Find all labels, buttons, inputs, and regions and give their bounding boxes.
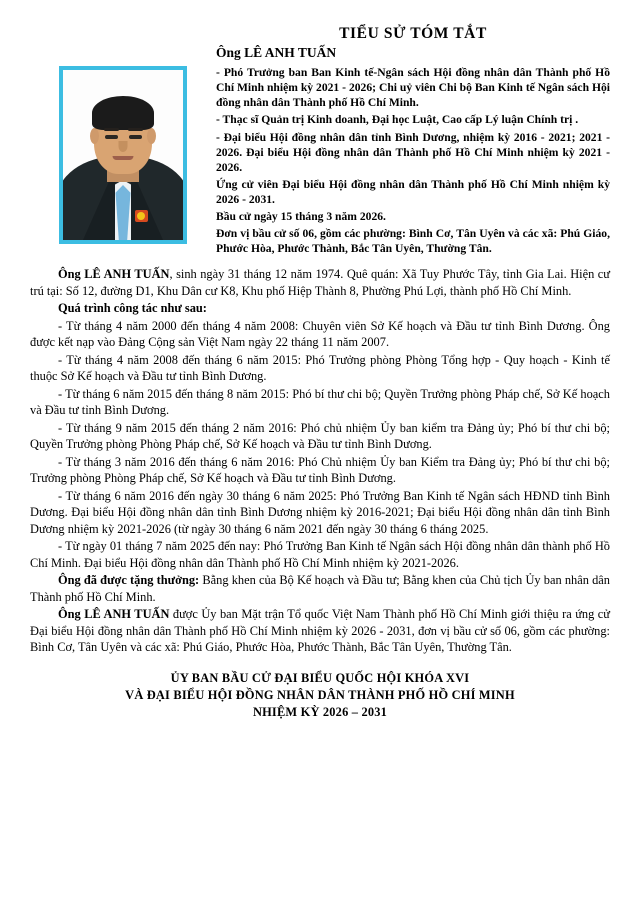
ear-right	[147, 128, 156, 144]
career-heading	[30, 300, 610, 317]
eyebrow-left	[104, 128, 119, 131]
summary-bullet: - Đại biểu Hội đồng nhân dân tỉnh Bình Dương, nhiệm kỳ 2016 - 2021; 2021 - 2026. Đại biểu Hội đồng nhân dân Thành phố Hồ Chí Minh nhiệm kỳ 2021 - 2026.	[216, 130, 610, 174]
footer-line-1: ỦY BAN BẦU CỬ ĐẠI BIỂU QUỐC HỘI KHÓA XVI	[170, 670, 470, 685]
summary-bullet: Đơn vị bầu cử số 06, gồm các phường: Bình Cơ, Tân Uyên và các xã: Phú Giáo, Phước Hòa, Phước Thành, Bắc Tân Uyên, Thường Tân.	[216, 226, 610, 255]
career-item: - Từ tháng 3 năm 2016 đến tháng 6 năm 2016: Phó Chủ nhiệm Ủy ban Kiểm tra Đảng ủy; Phó bí thư chi bộ; Trưởng phòng Phòng Pháp chế, Sở Kế hoạch và Đầu tư tỉnh Bình Dương.	[30, 454, 610, 485]
ear-left	[90, 128, 99, 144]
eyebrow-right	[128, 128, 143, 131]
summary-column	[216, 24, 610, 256]
summary-bullet: Bầu cử ngày 15 tháng 3 năm 2026.	[216, 209, 386, 223]
photo-column	[30, 24, 216, 244]
header-block	[30, 24, 610, 256]
nomination-details: được Ủy ban Mặt trận Tổ quốc Việt Nam Thành phố Hồ Chí Minh giới thiệu ra ứng cử Đại biểu Hội đồng nhân dân Thành phố Hồ Chí Minh nhiệm kỳ 2026 - 2031, đơn vị bầu cử số 06, gồm các phường: Bình Cơ, Tân Uyên và các xã: Phú Giáo, Phước Hòa, Phước Thành, Bắc Tân Uyên, Thường Tân.	[30, 607, 611, 654]
career-item: - Từ tháng 6 năm 2015 đến tháng 8 năm 2015: Phó bí thư chi bộ; Quyền Trưởng phòng Pháp chế, Sở Kế hoạch và Đầu tư tỉnh Bình Dương.	[30, 386, 610, 417]
career-item: - Từ ngày 01 tháng 7 năm 2025 đến nay: Phó Trưởng Ban Kinh tế Ngân sách Hội đồng nhân dân thành phố Hồ Chí Minh. Đại biểu Hội đồng nhân dân Thành phố Hồ Chí Minh nhiệm kỳ 2021-2026.	[30, 539, 610, 570]
person-name-heading: Ông LÊ ANH TUẤN	[216, 45, 337, 61]
portrait-photo	[63, 70, 183, 240]
summary-bullet: - Phó Trưởng ban Ban Kinh tế-Ngân sách Hội đồng nhân dân Thành phố Hồ Chí Minh nhiệm kỳ 2021 - 2026; Chi uỷ viên Chi bộ Ban Kinh tế Ngân sách Hội đồng nhân dân Thành phố Hồ Chí Minh.	[216, 66, 610, 110]
career-item: - Từ tháng 9 năm 2015 đến tháng 2 năm 2016: Phó chủ nhiệm Ủy ban kiểm tra Đảng ủy; Phó bí thư chi bộ; Quyền Trưởng phòng Phòng Pháp chế, Sở Kế hoạch và Đầu tư tỉnh Bình Dương.	[30, 420, 610, 451]
summary-bullet: - Thạc sĩ Quản trị Kinh doanh, Đại học Luật, Cao cấp Lý luận Chính trị .	[216, 113, 579, 127]
biography-body	[30, 266, 610, 656]
mouth-shape	[113, 156, 134, 160]
career-heading-label: Quá trình công tác như sau:	[58, 301, 207, 315]
footer-block	[30, 670, 610, 721]
career-item: - Từ tháng 4 năm 2000 đến tháng 4 năm 2008: Chuyên viên Sở Kế hoạch và Đầu tư tỉnh Bình Dương. Ông được kết nạp vào Đảng Cộng sản Việt Nam ngày 22 tháng 11 năm 2007.	[30, 318, 610, 349]
summary-bullet: Ứng cử viên Đại biểu Hội đồng nhân dân Thành phố Hồ Chí Minh nhiệm kỳ 2026 - 2031.	[216, 177, 610, 206]
nose-shape	[119, 141, 128, 152]
lapel-badge-icon	[135, 210, 148, 222]
career-item: - Từ tháng 4 năm 2008 đến tháng 6 năm 2015: Phó Trưởng phòng Phòng Tổng hợp - Quy hoạch - Kinh tế thuộc Sở Kế hoạch và Đầu tư tỉnh Bình Dương.	[30, 352, 610, 383]
career-item: - Từ tháng 6 năm 2016 đến ngày 30 tháng 6 năm 2025: Phó Trưởng Ban Kinh tế Ngân sách HĐND tỉnh Bình Dương. Đại biểu Hội đồng nhân dân tỉnh Bình Dương nhiệm kỳ 2016-2021; Đại biểu Hội đồng nhân dân tỉnh Bình Dương nhiệm kỳ 2021-2026 (từ ngày 30 tháng 6 năm 2021 đến ngày 30 tháng 6 tháng 2025.	[30, 488, 610, 536]
footer-line-3: NHIỆM KỲ 2026 – 2031	[252, 704, 388, 719]
page-title: TIỂU SỬ TÓM TẮT	[339, 25, 487, 42]
footer-line-2: VÀ ĐẠI BIỂU HỘI ĐỒNG NHÂN DÂN THÀNH PHỐ HỒ CHÍ MINH	[125, 687, 515, 702]
awards-details: Bằng khen của Bộ Kế hoạch và Đầu tư; Bằng khen của Chủ tịch Ủy ban nhân dân Thành phố Hồ Chí Minh.	[30, 573, 610, 604]
eye-left	[105, 135, 118, 139]
intro-paragraph	[30, 266, 610, 299]
eye-right	[129, 135, 142, 139]
nomination-name: Ông LÊ ANH TUẤN	[58, 607, 170, 621]
nomination-paragraph	[30, 606, 610, 656]
hair-shape	[92, 96, 154, 130]
awards-paragraph	[30, 572, 610, 605]
portrait-photo-frame	[59, 66, 187, 244]
intro-details: , sinh ngày 31 tháng 12 năm 1974. Quê quán: Xã Tuy Phước Tây, tỉnh Gia Lai. Hiện cư trú tại: Số 12, đường D1, Khu Dân cư K8, Khu phố Hiệp Thành 8, Phường Phú Lợi, thành phố Hồ Chí Minh.	[30, 267, 610, 298]
awards-label: Ông đã được tặng thưởng:	[58, 573, 200, 587]
intro-name: Ông LÊ ANH TUẤN	[58, 267, 170, 281]
